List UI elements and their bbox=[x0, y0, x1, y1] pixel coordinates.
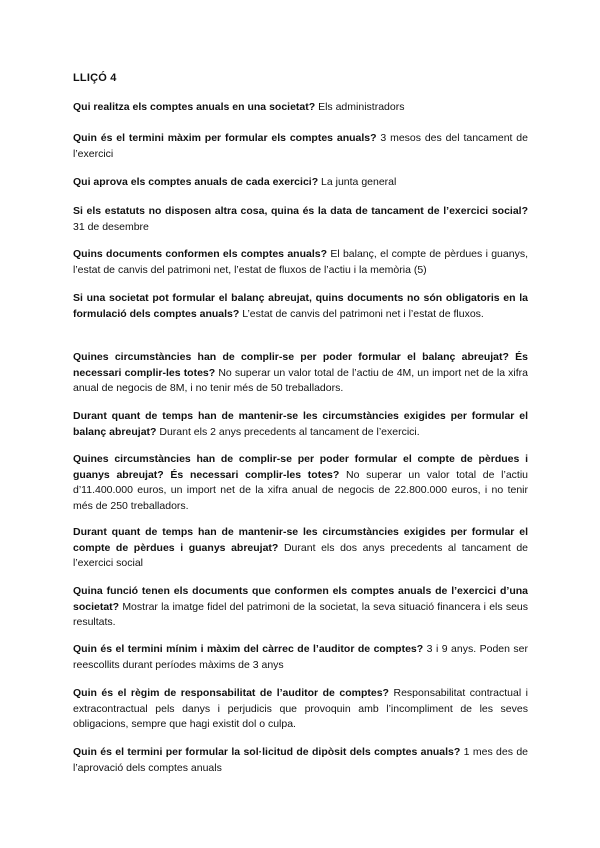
answer-10: Durant els dos anys precedents al tancament de l’exercici social bbox=[73, 541, 529, 569]
qa-item-10 bbox=[73, 525, 528, 572]
answer-8: Durant els 2 anys precedents al tancament de l’exercici. bbox=[159, 425, 420, 438]
question-8: Durant quant de temps han de mantenir-se les circumstàncies exigides per formular el balanç abreujat? bbox=[73, 410, 528, 438]
qa-item-5 bbox=[73, 247, 528, 278]
answer-4: 31 de desembre bbox=[73, 220, 149, 233]
answer-13: Responsabilitat contractual i extracontractual pels danys i perjudicis que provoquin amb l’incompliment de les seves obligacions, sempre que hagi existit dol o culpa. bbox=[73, 687, 529, 730]
answer-5: El balanç, el compte de pèrdues i guanys, l’estat de canvis del patrimoni net, l’estat de fluxos de l’actiu i la memòria (5) bbox=[73, 248, 528, 276]
question-10: Durant quant de temps han de mantenir-se les circumstàncies exigides per formular el compte de pèrdues i guanys abreujat? bbox=[73, 526, 528, 554]
qa-item-3 bbox=[73, 175, 528, 191]
qa-item-8 bbox=[73, 409, 528, 440]
question-9: Quines circumstàncies han de complir-se per poder formular el compte de pèrdues i guanys abreujat? És necessari complir-les totes? bbox=[73, 453, 528, 481]
qa-item-4 bbox=[73, 204, 528, 235]
question-14: Quin és el termini per formular la sol·licitud de dipòsit dels comptes anuals? bbox=[73, 746, 461, 758]
answer-1: Els administradors bbox=[318, 101, 405, 113]
answer-14: 1 mes des de l’aprovació dels comptes anuals bbox=[73, 746, 528, 774]
lesson-title: LLIÇÓ 4 bbox=[73, 72, 117, 84]
question-13: Quin és el règim de responsabilitat de l’auditor de comptes? bbox=[73, 687, 389, 699]
question-11: Quina funció tenen els documents que conformen els comptes anuals de l’exercici d’una societat? bbox=[73, 585, 528, 613]
question-5: Quins documents conformen els comptes anuals? bbox=[73, 248, 327, 260]
qa-item-13 bbox=[73, 686, 528, 733]
question-4: Si els estatuts no disposen altra cosa, quina és la data de tancament de l’exercici social? bbox=[73, 205, 528, 217]
qa-item-11 bbox=[73, 584, 528, 631]
question-3: Qui aprova els comptes anuals de cada exercici? bbox=[73, 176, 319, 188]
answer-12: 3 i 9 anys. Poden ser reescollits durant períodes màxims de 3 anys bbox=[73, 643, 529, 671]
answer-2: 3 mesos des del tancament de l’exercici bbox=[73, 132, 528, 160]
answer-6: L’estat de canvis del patrimoni net i l’estat de fluxos. bbox=[242, 307, 484, 320]
qa-item-6 bbox=[73, 291, 528, 322]
qa-item-14 bbox=[73, 745, 528, 776]
qa-item-1 bbox=[73, 100, 528, 116]
question-6: Si una societat pot formular el balanç abreujat, quins documents no són obligatoris en la formulació dels comptes anuals? bbox=[73, 292, 528, 320]
answer-9: No superar un valor total de l’actiu d’11.400.000 euros, un import net de la xifra anual de negocis de 22.800.000 euros, i no tenir més de 250 treballadors. bbox=[73, 468, 529, 512]
question-12: Quin és el termini mínim i màxim del càrrec de l’auditor de comptes? bbox=[73, 643, 424, 655]
answer-7: No superar un valor total de l’actiu de 4M, un import net de la xifra anual de negocis de 8M, i no tenir més de 50 treballadors. bbox=[73, 366, 528, 394]
answer-11: Mostrar la imatge fidel del patrimoni de la societat, la seva situació financera i els seus resultats. bbox=[73, 600, 529, 628]
question-2: Quin és el termini màxim per formular els comptes anuals? bbox=[73, 132, 377, 144]
qa-item-7 bbox=[73, 350, 528, 397]
qa-item-2 bbox=[73, 131, 528, 162]
question-7: Quines circumstàncies han de complir-se per poder formular el balanç abreujat? És necessari complir-les totes? bbox=[73, 351, 528, 379]
answer-3: La junta general bbox=[321, 176, 397, 188]
question-1: Qui realitza els comptes anuals en una societat? bbox=[73, 101, 316, 113]
qa-item-12 bbox=[73, 642, 528, 673]
qa-item-9 bbox=[73, 452, 528, 514]
